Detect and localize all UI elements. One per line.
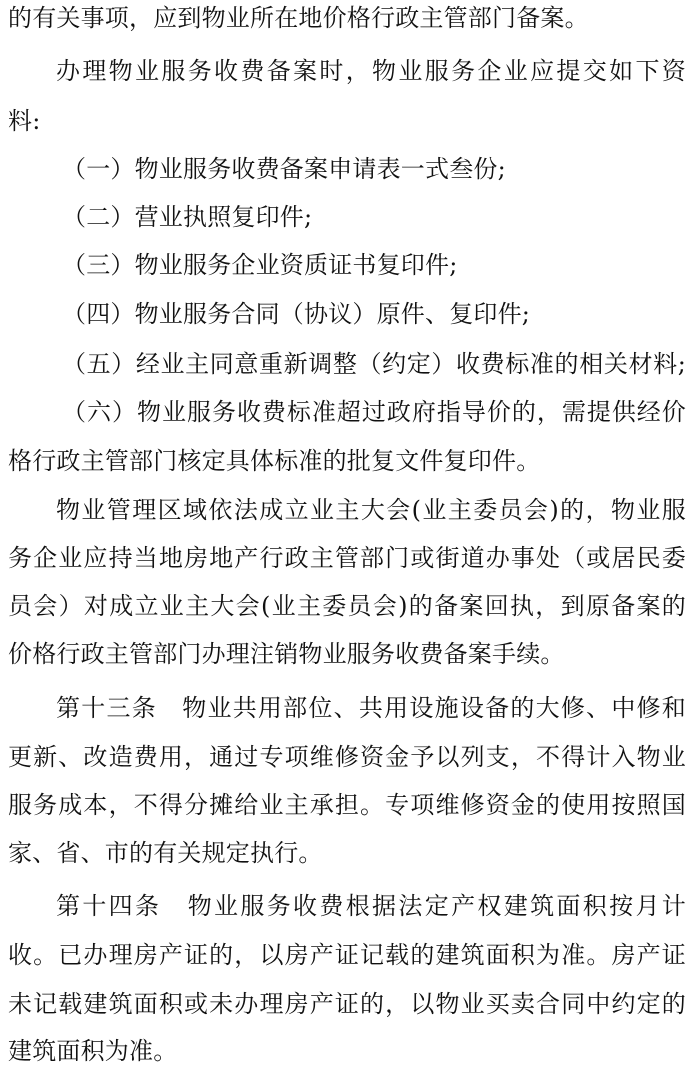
- article-14-line-3: 未记载建筑面积或未办理房产证的，以物业买卖合同中约定的: [8, 990, 686, 1018]
- article-14-line-2: 收。已办理房产证的，以房产证记载的建筑面积为准。房产证: [8, 941, 686, 969]
- article-13-line-1: 第十三条 物业共用部位、共用设施设备的大修、中修和: [56, 694, 686, 722]
- article-14-line-1: 第十四条 物业服务收费根据法定产权建筑面积按月计: [56, 892, 686, 920]
- text-line-1: 的有关事项，应到物业所在地价格行政主管部门备案。: [8, 4, 589, 32]
- article-14-line-4: 建筑面积为准。: [8, 1037, 178, 1065]
- paragraph-1-line-2: 务企业应持当地房地产行政主管部门或街道办事处（或居民委: [8, 544, 686, 572]
- list-item-6-line-1: （六）物业服务收费标准超过政府指导价的，需提供经价: [62, 398, 686, 426]
- list-item-5: （五）经业主同意重新调整（约定）收费标准的相关材料;: [62, 350, 686, 378]
- paragraph-1-line-3: 员会）对成立业主大会(业主委员会)的备案回执，到原备案的: [8, 592, 686, 620]
- paragraph-1-line-1: 物业管理区域依法成立业主大会(业主委员会)的，物业服: [56, 496, 686, 524]
- paragraph-1-line-4: 价格行政主管部门办理注销物业服务收费备案手续。: [8, 640, 565, 668]
- article-13-line-4: 家、省、市的有关规定执行。: [8, 839, 323, 867]
- list-item-2: （二）营业执照复印件;: [62, 203, 313, 231]
- article-13-line-3: 服务成本，不得分摊给业主承担。专项维修资金的使用按照国: [8, 791, 686, 819]
- list-item-1: （一）物业服务收费备案申请表一式叁份;: [62, 155, 506, 183]
- article-13-line-2: 更新、改造费用，通过专项维修资金予以列支，不得计入物业: [8, 743, 686, 771]
- text-line-3: 料:: [8, 107, 41, 135]
- text-line-2: 办理物业服务收费备案时，物业服务企业应提交如下资: [56, 57, 686, 85]
- list-item-6-line-2: 格行政主管部门核定具体标准的批复文件复印件。: [8, 447, 541, 475]
- list-item-3: （三）物业服务企业资质证书复印件;: [62, 251, 458, 279]
- list-item-4: （四）物业服务合同（协议）原件、复印件;: [62, 300, 531, 328]
